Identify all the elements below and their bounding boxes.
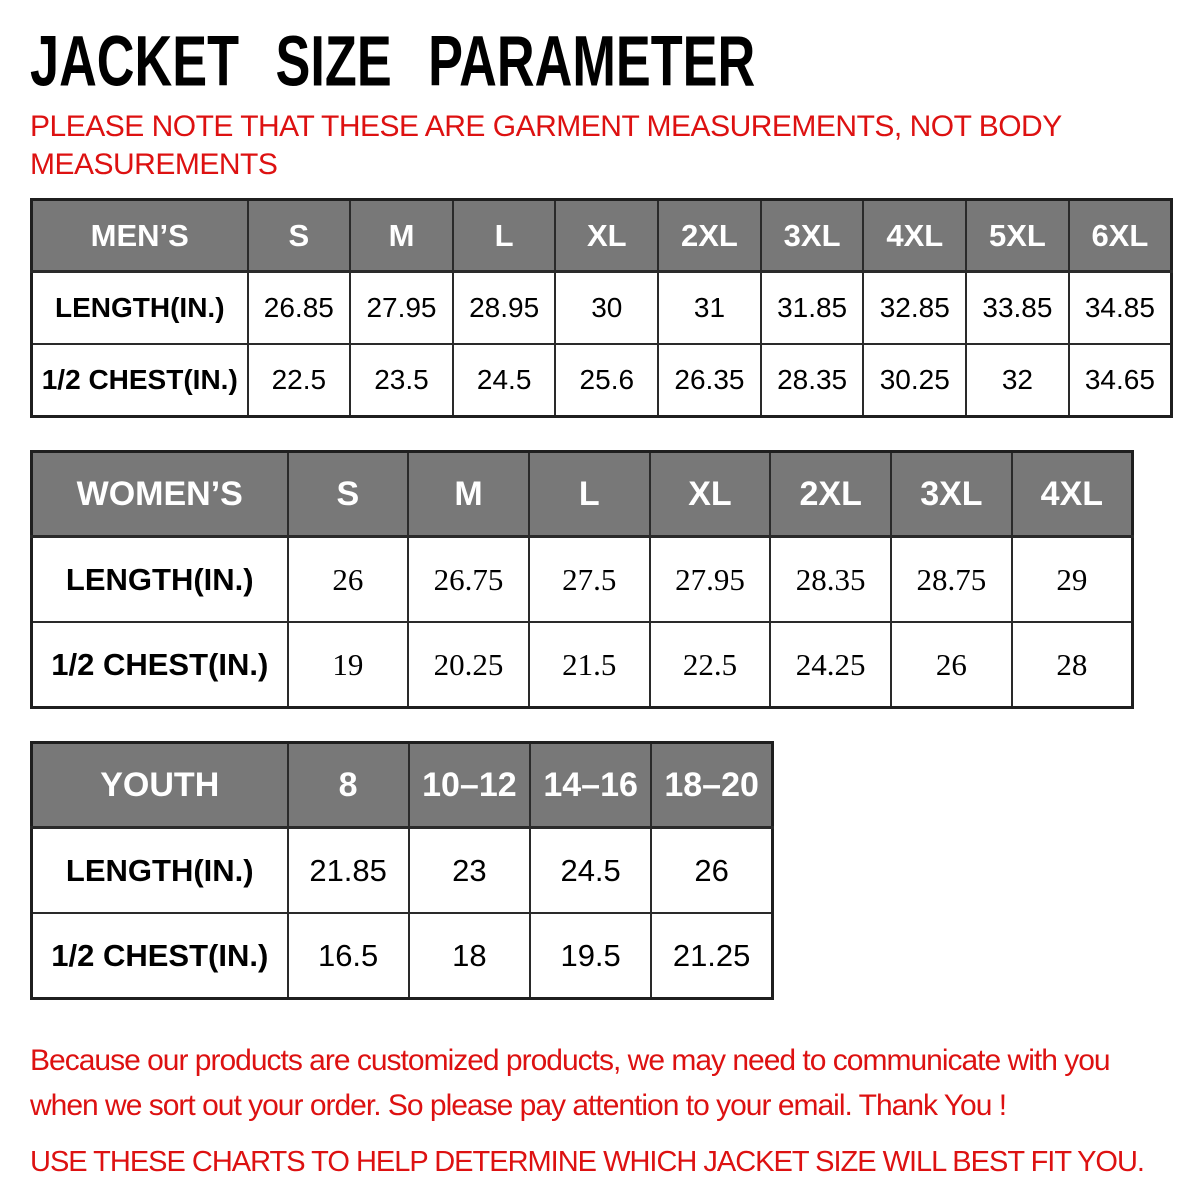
mens-header-row xyxy=(32,200,1172,272)
row-label-cell: 1/2 CHEST(IN.) xyxy=(32,344,248,417)
table-row xyxy=(32,537,1133,623)
size-column-header: 18–20 xyxy=(651,743,772,828)
row-label-cell: 1/2 CHEST(IN.) xyxy=(32,913,288,999)
size-value-cell: 23 xyxy=(409,828,530,914)
size-value-cell: 18 xyxy=(409,913,530,999)
size-value-cell: 31 xyxy=(658,272,761,345)
size-column-header: 3XL xyxy=(761,200,864,272)
size-value-cell: 27.95 xyxy=(650,537,771,623)
size-value-cell: 27.5 xyxy=(529,537,650,623)
size-value-cell: 26 xyxy=(288,537,409,623)
size-value-cell: 32 xyxy=(966,344,1069,417)
size-value-cell: 22.5 xyxy=(248,344,351,417)
size-column-header: 4XL xyxy=(863,200,966,272)
table-row xyxy=(32,344,1172,417)
size-value-cell: 19.5 xyxy=(530,913,651,999)
size-value-cell: 28.35 xyxy=(770,537,891,623)
size-value-cell: 20.25 xyxy=(408,622,529,708)
table-row xyxy=(32,272,1172,345)
row-label-cell: LENGTH(IN.) xyxy=(32,272,248,345)
table-row xyxy=(32,913,773,999)
womens-header-row xyxy=(32,452,1133,537)
size-value-cell: 29 xyxy=(1012,537,1133,623)
size-column-header: 8 xyxy=(288,743,409,828)
table-row xyxy=(32,622,1133,708)
size-column-header: 14–16 xyxy=(530,743,651,828)
size-value-cell: 30 xyxy=(555,272,658,345)
size-column-header: 2XL xyxy=(770,452,891,537)
customization-notice xyxy=(30,1038,1172,1128)
size-value-cell: 24.5 xyxy=(453,344,556,417)
size-value-cell: 28.95 xyxy=(453,272,556,345)
size-value-cell: 26.85 xyxy=(248,272,351,345)
row-label-cell: LENGTH(IN.) xyxy=(32,537,288,623)
youth-size-table xyxy=(30,741,774,1000)
table-row xyxy=(32,828,773,914)
size-value-cell: 16.5 xyxy=(288,913,409,999)
size-column-header: M xyxy=(350,200,453,272)
youth-header-row xyxy=(32,743,773,828)
size-column-header: 6XL xyxy=(1069,200,1172,272)
size-column-header: S xyxy=(248,200,351,272)
size-value-cell: 26.35 xyxy=(658,344,761,417)
size-value-cell: 24.25 xyxy=(770,622,891,708)
size-value-cell: 28 xyxy=(1012,622,1133,708)
size-value-cell: 21.5 xyxy=(529,622,650,708)
size-value-cell: 34.65 xyxy=(1069,344,1172,417)
mens-table-title-cell: MEN’S xyxy=(32,200,248,272)
size-value-cell: 22.5 xyxy=(650,622,771,708)
size-column-header: 5XL xyxy=(966,200,1069,272)
size-column-header: XL xyxy=(650,452,771,537)
size-column-header: 3XL xyxy=(891,452,1012,537)
size-value-cell: 31.85 xyxy=(761,272,864,345)
size-value-cell: 23.5 xyxy=(350,344,453,417)
size-value-cell: 24.5 xyxy=(530,828,651,914)
size-value-cell: 25.6 xyxy=(555,344,658,417)
row-label-cell: 1/2 CHEST(IN.) xyxy=(32,622,288,708)
size-value-cell: 34.85 xyxy=(1069,272,1172,345)
youth-table-title-cell: YOUTH xyxy=(32,743,288,828)
mens-size-table xyxy=(30,198,1173,418)
size-value-cell: 26 xyxy=(891,622,1012,708)
row-label-cell: LENGTH(IN.) xyxy=(32,828,288,914)
size-column-header: S xyxy=(288,452,409,537)
size-column-header: M xyxy=(408,452,529,537)
size-column-header: XL xyxy=(555,200,658,272)
size-column-header: 2XL xyxy=(658,200,761,272)
size-value-cell: 26 xyxy=(651,828,772,914)
size-column-header: 10–12 xyxy=(409,743,530,828)
notice-line-2: when we sort out your order. So please pay attention to your email. Thank You ! xyxy=(30,1089,1007,1123)
size-value-cell: 28.35 xyxy=(761,344,864,417)
size-value-cell: 33.85 xyxy=(966,272,1069,345)
size-column-header: 4XL xyxy=(1012,452,1133,537)
size-value-cell: 32.85 xyxy=(863,272,966,345)
size-value-cell: 27.95 xyxy=(350,272,453,345)
size-value-cell: 28.75 xyxy=(891,537,1012,623)
womens-size-table xyxy=(30,450,1134,709)
size-value-cell: 30.25 xyxy=(863,344,966,417)
size-column-header: L xyxy=(453,200,556,272)
usage-instruction: USE THESE CHARTS TO HELP DETERMINE WHICH JACKET SIZE WILL BEST FIT YOU. xyxy=(30,1146,1144,1179)
notice-line-1: Because our products are customized products, we may need to communicate with you xyxy=(30,1044,1110,1078)
size-value-cell: 26.75 xyxy=(408,537,529,623)
note-line-2: MEASUREMENTS xyxy=(30,148,278,182)
size-value-cell: 21.85 xyxy=(288,828,409,914)
size-tables-container xyxy=(30,198,1172,1000)
womens-table-title-cell: WOMEN’S xyxy=(32,452,288,537)
page-title: JACKET SIZE PARAMETER xyxy=(30,21,756,102)
size-value-cell: 19 xyxy=(288,622,409,708)
note-line-1: PLEASE NOTE THAT THESE ARE GARMENT MEASUREMENTS, NOT BODY xyxy=(30,110,1062,143)
size-column-header: L xyxy=(529,452,650,537)
garment-measurement-note xyxy=(30,108,1172,184)
size-value-cell: 21.25 xyxy=(651,913,772,999)
